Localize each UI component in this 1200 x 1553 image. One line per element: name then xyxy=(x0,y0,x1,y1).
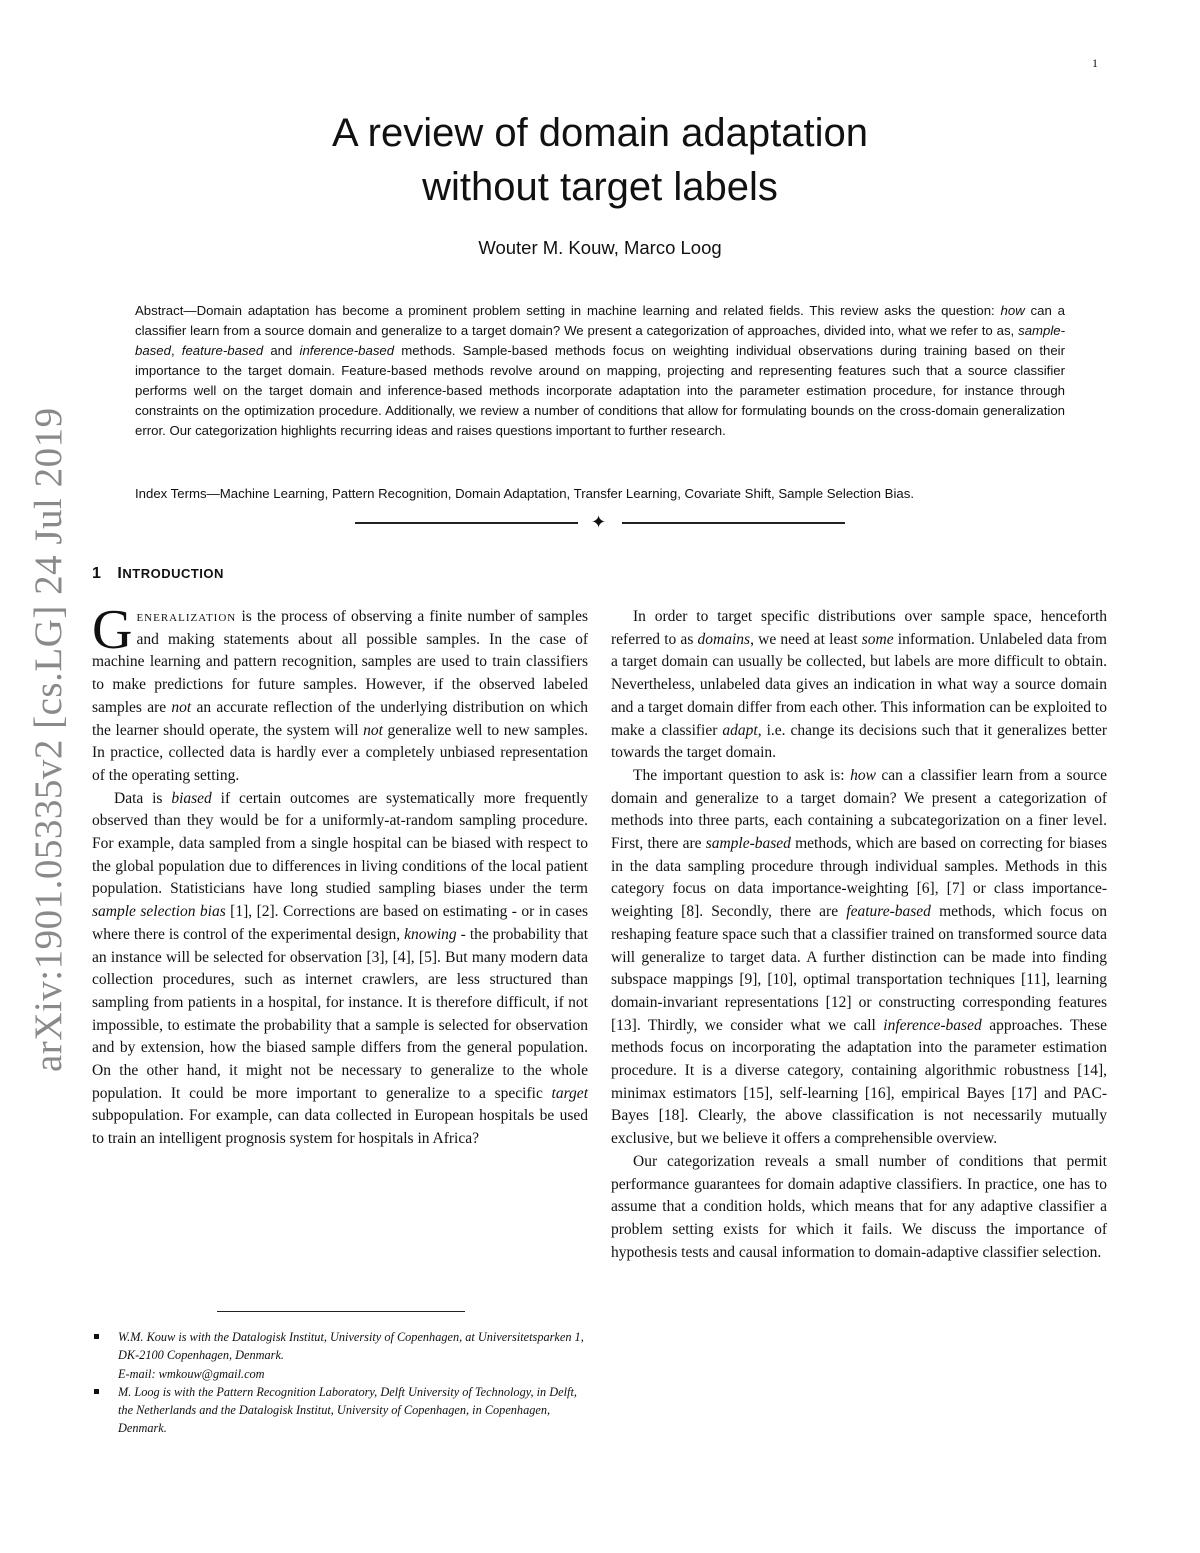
emphasis: adapt xyxy=(722,721,758,739)
paper-title-line: A review of domain adaptation xyxy=(332,111,868,155)
abstract xyxy=(135,301,1065,441)
paragraph-text: Data is xyxy=(114,789,172,807)
drop-cap: G xyxy=(92,599,133,661)
emphasis: how xyxy=(850,766,876,784)
paragraph-text: The important question to ask is: xyxy=(633,766,851,784)
paragraph-text: is the process of observing a finite number of samples and making statements about all possible samples. In the case of machine learning and pattern recognition, samples are used to train classifiers to make predictions for future samples. However, if the observed labeled samples are xyxy=(92,608,588,716)
abstract-emphasis: feature-based xyxy=(181,343,264,358)
paragraph-text: an accurate reflection of the underlying distribution on which the learner should operate, the system will xyxy=(92,698,588,739)
emphasis: some xyxy=(861,630,894,648)
footnotes xyxy=(94,1328,588,1438)
abstract-emphasis: sample-based xyxy=(135,323,1065,358)
paragraph-text: , i.e. change its decisions such that it generalizes better towards the target domain. xyxy=(611,721,1107,762)
footnote-email: E-mail: wmkouw@gmail.com xyxy=(118,1366,265,1381)
footnote-text: M. Loog is with the Pattern Recognition Laboratory, Delft University of Technology, in Delft, the Netherlands and the Datalogisk Institut, University of Copenhagen, in Copenhagen, Denmark. xyxy=(118,1384,577,1436)
emphasis: sample-based xyxy=(705,835,791,853)
left-column xyxy=(92,599,589,1151)
abstract-text: and xyxy=(263,343,300,358)
abstract-text: , xyxy=(170,343,182,358)
abstract-emphasis: how xyxy=(1000,303,1025,318)
footnote-item xyxy=(94,1328,588,1383)
footnote-bullet-icon xyxy=(94,1334,99,1339)
index-terms-label: Index Terms xyxy=(135,486,207,501)
right-column xyxy=(611,606,1107,1264)
paper-authors: Wouter M. Kouw, Marco Loog xyxy=(478,237,722,258)
abstract-text: can a classifier learn from a source domain and generalize to a target domain? We present a categorization of approaches, divided into, what we refer to as, xyxy=(135,303,1065,338)
paragraph xyxy=(92,599,588,788)
separator-rule-right xyxy=(622,522,845,524)
footnote-rule xyxy=(217,1311,465,1312)
abstract-emphasis: inference-based xyxy=(299,343,395,358)
footnote-bullet-icon xyxy=(94,1389,99,1394)
paragraph-text: can a classifier learn from a source domain and generalize to a target domain? We present a categorization of methods into three parts, each containing a subcategorization on a finer level. First, there are xyxy=(611,766,1107,853)
smallcaps-word: eneralization xyxy=(136,608,237,625)
paragraph-text: methods, which focus on reshaping feature space such that a classifier trained on transformed source data will generalize to target data. A further distinction can be made into finding subspace mappings [9], [10], optimal transportation techniques [11], learning domain-invariant representations [12] or constructing corresponding features [13]. Thirdly, we consider what we call xyxy=(611,903,1107,1034)
paragraph xyxy=(611,606,1107,765)
emphasis: biased xyxy=(171,789,212,807)
paragraph-text: information. Unlabeled data from a target domain can usually be collected, but labels are more difficult to obtain. Nevertheless, unlabeled data gives an indication in what way a source domain and a target domain differ from each other. This information can be exploited to make a classifier xyxy=(611,630,1107,739)
paragraph-text: , we need at least xyxy=(750,630,862,648)
page-number: 1 xyxy=(1092,56,1098,70)
emphasis: feature-based xyxy=(846,903,931,921)
emphasis: target xyxy=(551,1084,588,1102)
separator-diamond-icon: ✦ xyxy=(591,512,607,532)
paragraph-text: Our categorization reveals a small number of conditions that permit performance guarantees for domain adaptive classifiers. In practice, one has to assume that a condition holds, which means that for any adaptive classifier a problem setting exists for which it fails. We discuss the importance of hypothesis tests and causal information to domain-adaptive classifier selection. xyxy=(611,1152,1107,1261)
emphasis: not xyxy=(363,721,383,739)
paragraph-text: if certain outcomes are systematically more frequently observed than they would be for a uniformly-at-random sampling procedure. For example, data sampled from a single hospital can be biased with respect to the global population due to differences in living conditions of the local patient population. Statisticians have long studied sampling biases under the term xyxy=(92,789,588,898)
paragraph-text: approaches. These methods focus on incorporating the adaptation into the parameter estimation procedure. It is a diverse category, containing algorithmic robustness [14], minimax estimators [15], self-learning [16], empirical Bayes [17] and PAC-Bayes [18]. Clearly, the above classification is not necessarily mutually exclusive, but we believe it offers a comprehensible overview. xyxy=(611,1016,1107,1148)
footnote-item xyxy=(94,1383,588,1438)
section-title-rest: NTRODUCTION xyxy=(122,566,224,581)
emphasis: sample selection bias xyxy=(92,903,226,921)
section-number: 1 xyxy=(92,565,102,582)
section-heading xyxy=(92,565,224,583)
abstract-text: —Domain adaptation has become a prominent problem setting in machine learning and related fields. This review asks the question: xyxy=(183,303,1001,318)
footnote-text: W.M. Kouw is with the Datalogisk Institut, University of Copenhagen, at Universitetsparken 1, DK-2100 Copenhagen, Denmark. xyxy=(118,1330,584,1363)
abstract-text: methods. Sample-based methods focus on weighting individual observations during training based on their importance to the target domain. Feature-based methods revolve around on mapping, projecting and representing features such that a source classifier performs well on the target domain and inference-based methods incorporate adaptation into the parameter estimation procedure, for instance through constraints on the optimization procedure. Additionally, we review a number of conditions that allow for formulating bounds on the cross-domain generalization error. Our categorization highlights recurring ideas and raises questions important to further research. xyxy=(135,343,1065,438)
emphasis: domains xyxy=(697,630,751,648)
paper-title-line: without target labels xyxy=(422,165,778,209)
separator-rule-left xyxy=(355,522,578,524)
paragraph xyxy=(92,788,588,1151)
paragraph xyxy=(611,1151,1107,1265)
paragraph-text: generalize well to new samples. In practice, collected data is hardly ever a completely unbiased representation of the operating setting. xyxy=(92,721,588,784)
index-terms-text: —Machine Learning, Pattern Recognition, Domain Adaptation, Transfer Learning, Covariate Shift, Sample Selection Bias. xyxy=(206,486,914,501)
paragraph-text: methods, which are based on correcting for biases in the data sampling procedure through individual samples. Methods in this category focus on data importance-weighting [6], [7] or class importance-weighting [8]. Secondly, there are xyxy=(611,835,1107,921)
abstract-label: Abstract xyxy=(135,303,184,318)
emphasis: not xyxy=(171,698,192,716)
paragraph-text: [1], [2]. Corrections are based on estimating - or in cases where there is control of the experimental design, xyxy=(92,903,588,943)
paragraph-text: In order to target specific distributions over sample space, henceforth referred to as xyxy=(611,608,1107,648)
section-title-initial: I xyxy=(117,565,123,582)
emphasis: knowing xyxy=(404,925,457,943)
index-terms xyxy=(135,484,1075,504)
paragraph-text: subpopulation. For example, can data collected in European hospitals be used to train an intelligent prognosis system for hospitals in Africa? xyxy=(92,1107,588,1148)
paragraph-text: - the probability that an instance will be selected for observation [3], [4], [5]. But many modern data collection procedures, such as internet crawlers, are less structured than sampling from patients in a hospital, for instance. It is therefore difficult, if not impossible, to estimate the probability that a sample is selected for observation and by extension, how the biased sample differs from the general population. On the other hand, it might not be necessary to generalize to the whole population. It could be more important to generalize to a specific xyxy=(92,925,589,1102)
paper-title xyxy=(150,106,1050,214)
emphasis: inference-based xyxy=(883,1016,982,1034)
paragraph xyxy=(611,765,1107,1151)
arxiv-identifier-stamp: arXiv:1901.05335v2 [cs.LG] 24 Jul 2019 xyxy=(27,407,70,1072)
